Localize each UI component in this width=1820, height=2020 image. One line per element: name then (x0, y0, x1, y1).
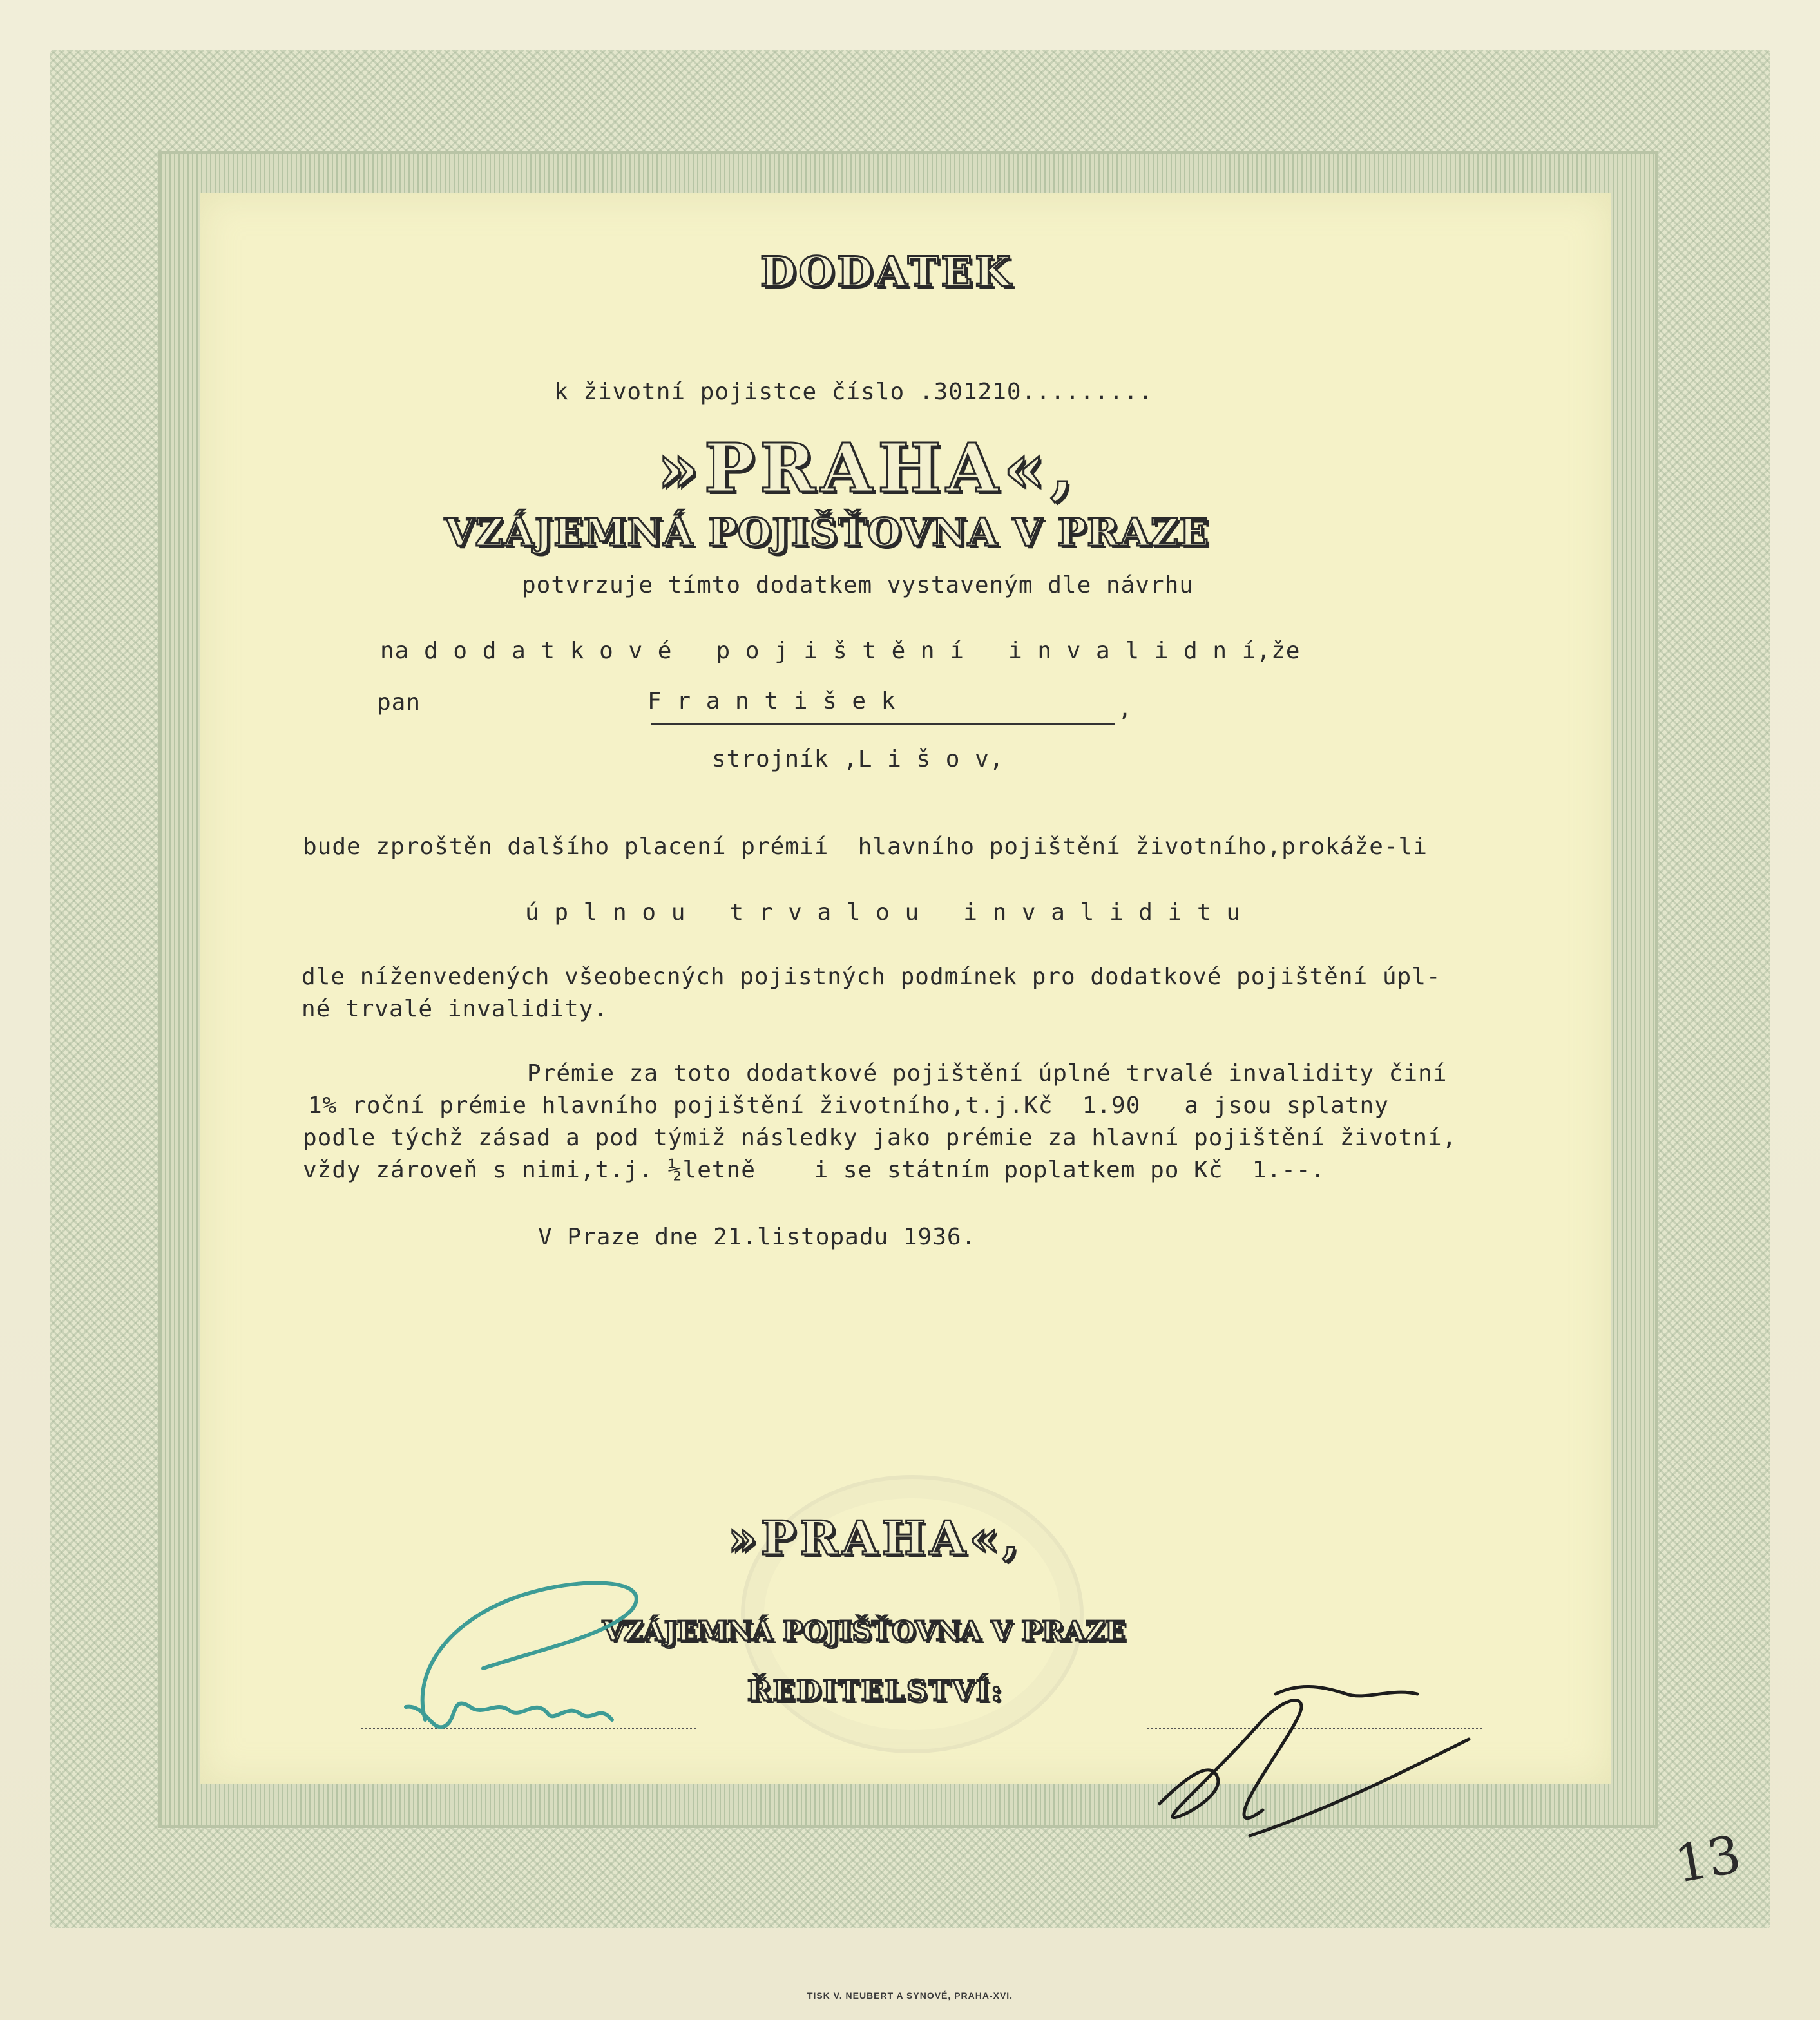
footer-company-subtitle: VZÁJEMNÁ POJIŠŤOVNA V PRAZE (602, 1615, 1126, 1647)
date-line: V Praze dne 21.listopadu 1936. (538, 1224, 977, 1250)
policy-number-line: k životní pojistce číslo .301210......... (554, 379, 1153, 405)
footer-directorate: ŘEDITELSTVÍ: (747, 1675, 1004, 1708)
document-title: DODATEK (760, 248, 1013, 296)
occupation-line: strojník ,L i š o v, (712, 746, 1004, 772)
insured-name-comma: , (1118, 696, 1133, 722)
printer-imprint: TISK V. NEUBERT A SYNOVÉ, PRAHA-XVI. (807, 1990, 1013, 2001)
premium-line-1: Prémie za toto dodatkové pojištění úplné trvalé invalidity činí (527, 1060, 1448, 1087)
terms-line-1: dle níženvedených všeobecných pojistných podmínek pro dodatkové pojištění úpl- (302, 964, 1441, 990)
company-subtitle: VZÁJEMNÁ POJIŠŤOVNA V PRAZE (445, 510, 1210, 555)
release-line: bude zproštěn dalšího placení prémií hlavního pojištění životního,prokáže-li (303, 834, 1428, 860)
condition-line: ú p l n o u t r v a l o u i n v a l i d i t u (525, 899, 1241, 926)
insured-name-underline (651, 723, 1115, 725)
signature-left (387, 1559, 734, 1752)
insured-name: F r a n t i š e k (647, 688, 896, 714)
terms-line-2: né trvalé invalidity. (302, 996, 609, 1022)
premium-line-2: 1% roční prémie hlavního pojištění životního,t.j.Kč 1.90 a jsou splatny (308, 1092, 1389, 1119)
confirm-line: potvrzuje tímto dodatkem vystaveným dle návrhu (522, 572, 1194, 598)
insurance-type-line: na d o d a t k o v é p o j i š t ě n í i n v a l i d n í,že (380, 638, 1301, 664)
company-name: »PRAHA«, (657, 428, 1079, 508)
signature-right (1134, 1649, 1533, 1849)
footer-company-name: »PRAHA«, (728, 1510, 1022, 1565)
premium-line-4: vždy zároveň s nimi,t.j. ½letně i se státním poplatkem po Kč 1.--. (303, 1157, 1326, 1183)
salutation: pan (377, 689, 421, 716)
page-number: 13 (1670, 1824, 1746, 1895)
premium-line-3: podle týchž zásad a pod týmiž následky jako prémie za hlavní pojištění životní, (303, 1125, 1457, 1151)
